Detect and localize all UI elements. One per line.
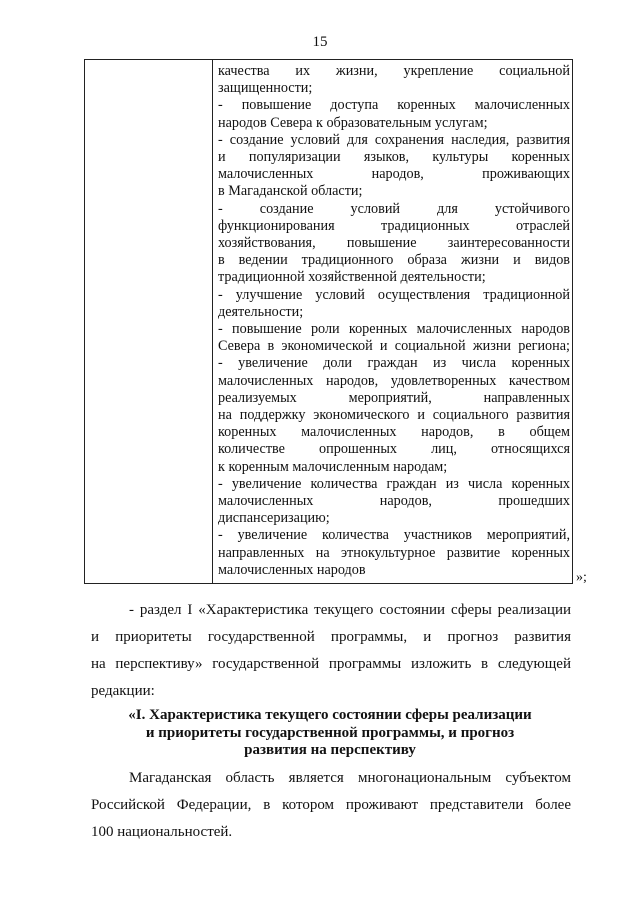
table-line: функционирования традиционных отраслей xyxy=(218,217,570,234)
table-line: на поддержку экономического и социального развития xyxy=(218,407,570,424)
table-line: Севера в экономической и социальной жизни региона; xyxy=(218,338,570,355)
table-line: коренных малочисленных народов, в общем xyxy=(218,424,570,441)
table-line: малочисленных народов xyxy=(218,561,366,578)
table-line: защищенности; xyxy=(218,80,313,97)
table-right-column xyxy=(218,63,570,579)
program-table xyxy=(84,59,573,584)
table-line: направленных на этнокультурное развитие коренных xyxy=(218,544,570,561)
table-line: малочисленных народов, прошедших xyxy=(218,493,570,510)
paragraph-line: и приоритеты государственной программы, и прогноз развития xyxy=(91,629,571,645)
table-line: количестве опрошенных лиц, относящихся xyxy=(218,441,570,458)
table-line: деятельности; xyxy=(218,303,304,320)
table-line: - создание условий для сохранения наследия, развития xyxy=(218,131,570,148)
page-number: 15 xyxy=(312,34,328,50)
section-heading xyxy=(90,707,570,760)
table-line: в Магаданской области; xyxy=(218,183,363,200)
table-line: в ведении традиционного образа жизни и видов xyxy=(218,252,570,269)
table-line: качества их жизни, укрепление социальной xyxy=(218,63,570,79)
table-line: - повышение доступа коренных малочисленных xyxy=(218,97,570,114)
closing-quote-mark: »; xyxy=(576,570,587,585)
table-line: - увеличение количества участников мероприятий, xyxy=(218,527,570,544)
paragraph-line: Магаданская область является многонациональным субъектом xyxy=(129,770,571,786)
intro-paragraph xyxy=(91,597,571,705)
table-line: реализуемых мероприятий, направленных xyxy=(218,389,570,406)
paragraph-line: 100 национальностей. xyxy=(91,824,233,840)
heading-line: и приоритеты государственной программы, и прогноз xyxy=(145,724,515,741)
table-line: - увеличение количества граждан из числа коренных xyxy=(218,475,570,492)
table-line: народов Севера к образовательным услугам; xyxy=(218,114,488,131)
table-line: к коренным малочисленным народам; xyxy=(218,458,448,475)
table-line: малочисленных народов, удовлетворенных качеством xyxy=(218,372,570,389)
table-line: традиционной хозяйственной деятельности; xyxy=(218,269,486,286)
table-line: диспансеризацию; xyxy=(218,510,330,527)
table-left-column xyxy=(85,60,213,583)
table-line: - улучшение условий осуществления традиционной xyxy=(218,286,570,303)
table-line: - создание условий для устойчивого xyxy=(218,200,570,217)
body-paragraph xyxy=(91,765,571,846)
heading-line: развития на перспективу xyxy=(244,742,416,758)
paragraph-line: - раздел I «Характеристика текущего состоянии сферы реализации xyxy=(129,602,571,618)
table-line: - повышение роли коренных малочисленных народов xyxy=(218,321,570,338)
heading-line: «I. Характеристика текущего состоянии сферы реализации xyxy=(128,707,532,723)
table-line: и популяризации языков, культуры коренных xyxy=(218,149,570,166)
paragraph-line: на перспективу» государственной программы изложить в следующей xyxy=(91,656,571,672)
table-line: хозяйствования, повышение заинтересованности xyxy=(218,235,570,252)
paragraph-line: Российской Федерации, в котором проживают представители более xyxy=(91,797,571,813)
paragraph-line: редакции: xyxy=(91,683,155,699)
table-line: малочисленных народов, проживающих xyxy=(218,166,570,183)
table-line: - увеличение доли граждан из числа коренных xyxy=(218,355,570,372)
